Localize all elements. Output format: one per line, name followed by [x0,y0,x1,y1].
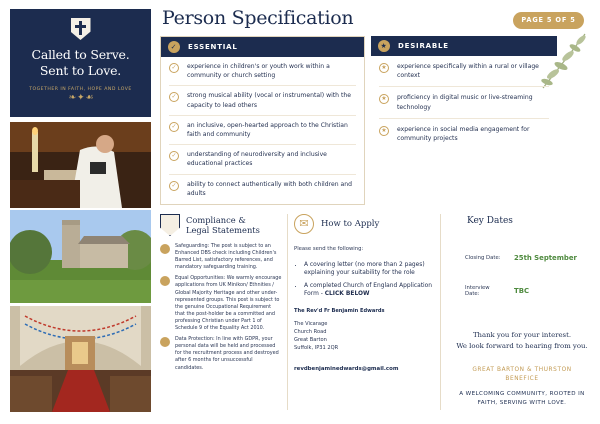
lock-icon [160,337,170,347]
olive-sprig-icon: ❧ ✦ ☙ [68,93,93,103]
list-item: • A covering letter (no more than 2 pages) explaining your suitability for the role [304,261,436,278]
contact-name: The Rev'd Fr Benjamin Edwards [294,308,385,315]
star-icon: ★ [378,40,390,52]
desirable-item: ★ experience in social media engagement for community projects [379,119,549,149]
essential-section [160,36,365,205]
star-icon: ★ [379,63,389,73]
interview-date-row: Interview Date: TBC [465,285,530,297]
application-form-link[interactable]: CLICK BELOW [324,290,370,297]
compliance-item-data-protection: Data Protection: In line with GDPR, your personal data will be held and processed for the recruitment process and destroyed after 6 months for unsuccessful candidates. [160,336,282,371]
essential-item: ✓ strong musical ability (vocal or instrumental) with the capacity to lead others [169,86,356,115]
desirable-section [371,36,557,149]
benefice-name: GREAT BARTON & THURSTON BENEFICE [472,367,572,382]
banner-tagline: TOGETHER IN FAITH, HOPE AND LOVE [29,87,132,92]
desirable-header [371,36,557,56]
compliance-item-equal-opportunities: Equal Opportunities: We warmly encourage applications from UK Minikon/ Ethnities / Global Majority Heritage and other under-represented groups. This post is subject to the genuine Occupational Requirement that the post-holder be a committed and professing Christian under Part 1 of Schedule 9 of the Equality Act 2010. [160,275,282,332]
desirable-heading: DESIRABLE [398,42,449,50]
essential-header [161,37,364,57]
benefice-motto: A WELCOMING COMMUNITY, ROOTED IN FAITH, SERVING WITH LOVE. [459,391,585,406]
apply-intro: Please send the following: [294,246,364,252]
essential-heading: ESSENTIAL [188,43,238,51]
check-icon: ✓ [169,151,179,161]
banner-line-1: Called to Serve. [31,47,130,62]
divider [440,214,441,410]
cross-shield-icon [71,18,91,40]
contact-email-link[interactable]: revdbenjaminedwards@gmail.com [294,366,399,373]
check-icon: ✓ [169,122,179,132]
contact-address: The Rev'd Fr Benjamin Edwards The Vicarage Church Road Great Barton Suffolk, IP31 2QR [294,307,436,352]
desirable-item: ★ experience specifically within a rural or village context [379,56,549,87]
priest-photo [10,122,151,208]
hero-banner [10,9,151,117]
closing-date-value: 25th September [514,254,577,262]
interview-date-value: TBC [514,287,530,295]
envelope-icon: ✉ [294,214,314,234]
closing-date-row: Closing Date: 25th September [465,254,577,262]
star-icon: ★ [379,126,389,136]
check-icon: ✓ [169,181,179,191]
essential-item: ✓ ability to connect authentically with both children and adults [169,175,356,203]
people-icon [160,244,170,254]
compliance-item-safeguarding: Safeguarding: The post is subject to an Enhanced DBS check including Children's Barred List, satisfactory references, and mandatory safeguarding training. [160,243,282,271]
apply-title: How to Apply [321,219,380,229]
essential-item: ✓ an inclusive, open-hearted approach to the Christian faith and community [169,116,356,145]
list-item: • A completed Church of England Application Form - CLICK BELOW [304,282,436,299]
equality-icon [160,276,170,286]
apply-requirements-list [294,261,436,298]
shield-icon [160,214,180,236]
check-icon: ✓ [169,92,179,102]
page-title: Person Specification [162,7,354,29]
banner-line-2: Sent to Love. [39,63,122,78]
desirable-item: ★ proficiency in digital music or live-streaming technology [379,87,549,118]
church-interior-photo [10,306,151,412]
essential-item: ✓ understanding of neurodiversity and inclusive educational practices [169,145,356,174]
thank-you-message: Thank you for your interest. We look forward to hearing from you. [456,331,588,350]
essential-item: ✓ experience in children's or youth work within a community or church setting [169,57,356,86]
star-icon: ★ [379,94,389,104]
compliance-title: Compliance & Legal Statements [186,215,260,235]
check-icon: ✓ [169,63,179,73]
church-exterior-photo [10,210,151,303]
compliance-section [160,214,282,376]
check-icon: ✓ [168,41,180,53]
page-number-badge: PAGE 5 OF 5 [513,12,584,29]
divider [287,214,288,410]
key-dates-section [452,216,592,407]
how-to-apply-section [294,214,436,372]
key-dates-title: Key Dates [467,216,513,226]
